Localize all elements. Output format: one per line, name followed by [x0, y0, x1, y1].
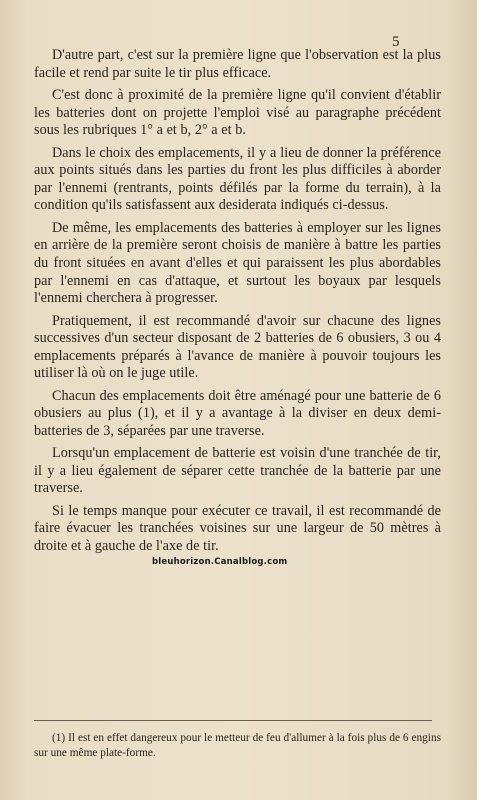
paragraph-4: De même, les emplacements des batteries à employer sur les lignes en arrière de la première seront choisis de manière à battre les parties du front situées en avant d'elles et qui paraissent les plus abordables par l'ennemi en cas d'attaque, et surtout les boyaux par lesquels l'ennemi cherchera à progresser. — [34, 219, 441, 307]
paragraph-6: Chacun des emplacements doit être aménagé pour une batterie de 6 obusiers au plus (1), et il y a avantage à la diviser en deux demi-batteries de 3, séparées par une traverse. — [34, 387, 441, 439]
paragraph-8: Si le temps manque pour exécuter ce travail, il est recommandé de faire évacuer les tranchées voisines sur une largeur de 50 mètres à droite et à gauche de l'axe de tir. — [34, 502, 441, 555]
footnote: (1) Il est en effet dangereux pour le metteur de feu d'allumer à la fois plus de 6 engins sur une même plate-forme. — [34, 732, 441, 759]
paragraph-3: Dans le choix des emplacements, il y a lieu de donner la préférence aux points situés dans les parties du front les plus difficiles à aborder par l'ennemi (rentrants, points défilés par la forme du terrain), à la condition qu'ils satisfassent aux desiderata indiqués ci-dessus. — [34, 144, 441, 214]
footnote-divider — [34, 720, 432, 721]
body-text — [34, 47, 441, 560]
page-number: 5 — [392, 34, 400, 50]
paragraph-2: C'est donc à proximité de la première ligne qu'il convient d'établir les batteries dont on projette l'emploi visé au paragraphe précédent sous les rubriques 1° a et b, 2° a et b. — [34, 86, 441, 139]
paragraph-1: D'autre part, c'est sur la première ligne que l'observation est la plus facile et rend par suite le tir plus efficace. — [34, 47, 441, 81]
watermark: bleuhorizon.Canalblog.com — [152, 557, 288, 567]
paragraph-5: Pratiquement, il est recommandé d'avoir sur chacune des lignes successives d'un secteur disposant de 2 batteries de 6 obusiers, 3 ou 4 emplacements préparés à l'avance de manière à pouvoir toujours les utiliser là où on le juge utile. — [34, 312, 441, 382]
paragraph-7: Lorsqu'un emplacement de batterie est voisin d'une tranchée de tir, il y a lieu également de séparer cette tranchée de la batterie par une traverse. — [34, 445, 441, 497]
